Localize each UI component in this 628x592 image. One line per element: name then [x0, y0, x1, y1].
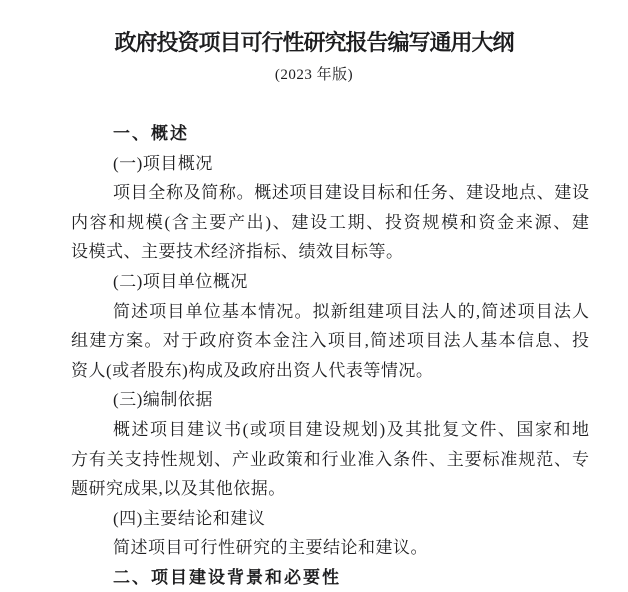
section-heading: 二、项目建设背景和必要性 — [113, 567, 341, 587]
document-subtitle: (2023 年版) — [274, 67, 354, 83]
paragraph-line: 组建方案。对于政府资本金注入项目,简述项目法人基本信息、投 — [71, 331, 589, 351]
subsection-heading: (三)编制依据 — [113, 390, 213, 410]
subsection-heading: (二)项目单位概况 — [113, 271, 248, 291]
paragraph-line: 概述项目建议书(或项目建设规划)及其批复文件、国家和地 — [113, 419, 589, 439]
subsection-heading: (一)项目概况 — [113, 153, 213, 173]
paragraph-line: 资人(或者股东)构成及政府出资人代表等情况。 — [71, 360, 434, 380]
paragraph-line: 简述项目单位基本情况。拟新组建项目法人的,简述项目法人 — [113, 301, 589, 321]
paragraph-line: 项目全称及简称。概述项目建设目标和任务、建设地点、建设 — [113, 183, 589, 203]
paragraph-line: 设模式、主要技术经济指标、绩效目标等。 — [71, 242, 404, 262]
paragraph-line: 简述项目可行性研究的主要结论和建议。 — [113, 538, 428, 558]
paragraph-line: 题研究成果,以及其他依据。 — [71, 479, 286, 499]
section-heading: 一、概述 — [113, 124, 189, 143]
paragraph-line: 内容和规模(含主要产出)、建设工期、投资规模和资金来源、建 — [71, 212, 589, 232]
document-body — [71, 119, 589, 592]
paragraph-line: 方有关支持性规划、产业政策和行业准入条件、主要标准规范、专 — [71, 449, 589, 469]
subsection-heading: (四)主要结论和建议 — [113, 508, 266, 528]
document-title: 政府投资项目可行性研究报告编写通用大纲 — [114, 30, 514, 55]
